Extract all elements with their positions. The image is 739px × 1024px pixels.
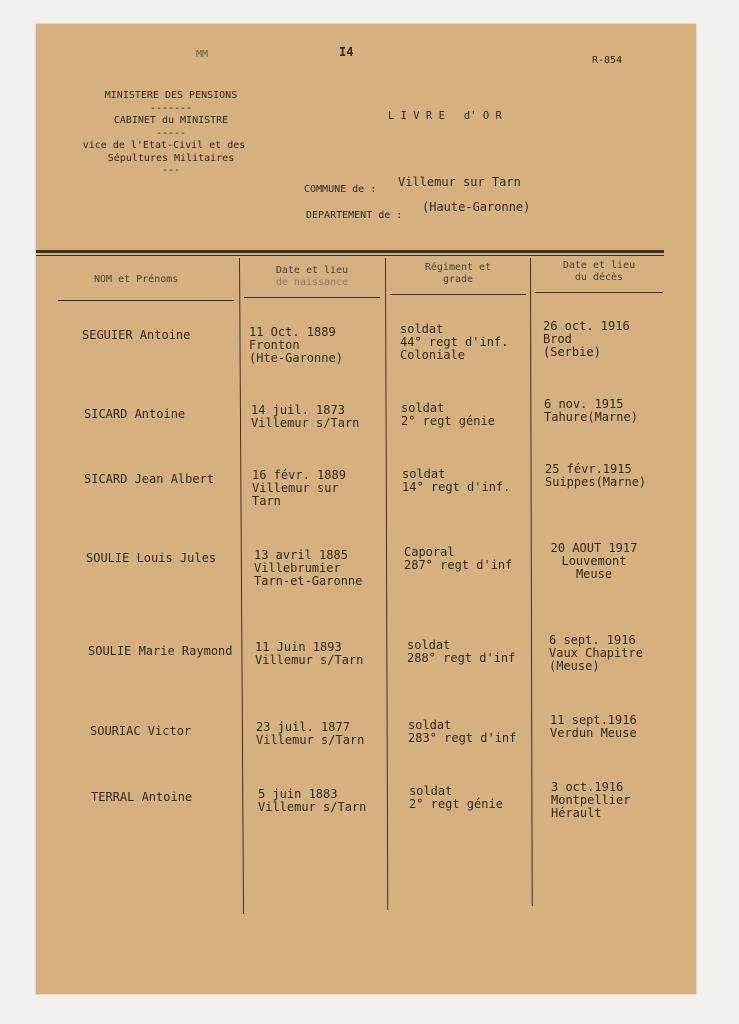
column-header-death-line1: Date et lieu (562, 260, 636, 271)
birth-place: Villebrumier (254, 561, 341, 575)
commune-value: Villemur sur Tarn (398, 175, 521, 189)
birth-place: Villemur s/Tarn (255, 653, 364, 667)
column-header-regiment-line1: Régiment et (424, 262, 492, 273)
death-place: Vaux Chapitre (549, 646, 643, 660)
row-birth (254, 549, 362, 588)
issuer-block (76, 90, 266, 178)
column-divider (385, 258, 388, 910)
birth-date: 13 avril 1885 (254, 548, 348, 562)
separator: ------- (149, 102, 193, 114)
death-date: 3 oct.1916 (551, 780, 624, 794)
death-place: Louvemont (561, 554, 627, 568)
row-birth (249, 326, 343, 365)
row-regiment (409, 785, 503, 811)
service-line-2: Sépultures Militaires (107, 152, 235, 164)
birth-place: Tarn (252, 494, 281, 508)
row-death (549, 634, 643, 673)
death-date: 25 févr.1915 (545, 462, 632, 476)
regiment: Coloniale (400, 348, 466, 362)
row-name: SOULIE Marie Raymond (88, 644, 233, 658)
row-regiment (407, 639, 515, 665)
column-header-underline (244, 297, 380, 298)
death-date: 11 sept.1916 (550, 713, 637, 727)
birth-place: Villemur sur (252, 481, 339, 495)
column-header-birth (244, 265, 380, 289)
death-place: (Serbie) (543, 345, 601, 359)
row-birth (255, 641, 363, 667)
column-header-birth-line2: de naissance (275, 277, 349, 288)
column-header-underline (535, 292, 663, 293)
row-birth (252, 469, 346, 508)
row-regiment (402, 468, 510, 494)
commune-label: COMMUNE de : (304, 184, 377, 195)
rank: soldat (402, 467, 446, 481)
reference-number: R-854 (592, 55, 623, 66)
regiment: 283° regt d'inf (408, 731, 517, 745)
rank: soldat (401, 401, 445, 415)
regiment: 14° regt d'inf. (402, 480, 511, 494)
row-regiment (408, 719, 516, 745)
row-birth (258, 788, 366, 814)
row-regiment (401, 402, 495, 428)
death-date: 20 AOUT 1917 (550, 541, 638, 555)
rank: soldat (400, 322, 444, 336)
death-place: Hérault (551, 806, 602, 820)
ministry-name: MINISTERE DES PENSIONS (104, 90, 238, 101)
column-header-regiment (390, 262, 526, 286)
header-rule-thin (36, 255, 664, 256)
regiment: 2° regt génie (409, 797, 503, 811)
death-place: Meuse (575, 567, 613, 581)
row-name: TERRAL Antoine (91, 790, 193, 804)
column-header-death-line2: du décès (574, 272, 624, 283)
row-death (532, 542, 656, 581)
rank: soldat (408, 718, 452, 732)
regiment: 288° regt d'inf (407, 651, 516, 665)
death-date: 26 oct. 1916 (543, 319, 630, 333)
death-date: 6 sept. 1916 (549, 633, 636, 647)
death-place: Tahure(Marne) (544, 410, 638, 424)
rank: soldat (409, 784, 453, 798)
birth-date: 14 juil. 1873 (251, 403, 345, 417)
column-divider (239, 258, 244, 914)
row-name: SOURIAC Victor (90, 724, 192, 738)
death-place: Verdun Meuse (550, 726, 637, 740)
row-birth (256, 721, 364, 747)
departement-label: DEPARTEMENT de : (306, 210, 403, 221)
column-header-regiment-line2: grade (442, 274, 474, 285)
birth-date: 5 juin 1883 (258, 787, 338, 801)
initials: MM (196, 49, 209, 60)
header-rule (36, 250, 664, 253)
birth-date: 11 Oct. 1889 (249, 325, 336, 339)
birth-place: Fronton (249, 338, 300, 352)
rank: soldat (407, 638, 451, 652)
cabinet-name: CABINET du MINISTRE (113, 115, 229, 126)
page-number: I4 (339, 45, 354, 59)
row-name: SICARD Jean Albert (84, 472, 215, 486)
death-place: Montpellier (551, 793, 631, 807)
row-death (545, 463, 646, 489)
row-birth (251, 404, 359, 430)
birth-place: Villemur s/Tarn (251, 416, 360, 430)
row-regiment (400, 323, 508, 362)
birth-date: 23 juil. 1877 (256, 720, 350, 734)
regiment: 2° regt génie (401, 414, 495, 428)
column-header-death (535, 260, 663, 284)
death-place: Suippes(Marne) (545, 475, 647, 489)
regiment: 44° regt d'inf. (400, 335, 509, 349)
death-place: (Meuse) (549, 659, 600, 673)
service-line-1: vice de l'Etat-Civil et des (82, 140, 246, 151)
regiment: 287° regt d'inf (404, 558, 513, 572)
document-page (36, 24, 696, 994)
departement-value: (Haute-Garonne) (422, 200, 531, 214)
birth-place: Villemur s/Tarn (258, 800, 367, 814)
row-name: SEGUIER Antoine (82, 328, 191, 342)
birth-place: (Hte-Garonne) (249, 351, 343, 365)
row-death (550, 714, 637, 740)
column-header-birth-line1: Date et lieu (275, 265, 349, 276)
row-name: SOULIE Louis Jules (86, 551, 217, 565)
column-header-name: NOM et Prénoms (94, 274, 179, 285)
birth-date: 11 Juin 1893 (255, 640, 342, 654)
separator: ----- (155, 127, 187, 139)
row-death (543, 320, 630, 359)
column-divider (530, 258, 533, 906)
row-death (551, 781, 630, 820)
column-header-underline (58, 300, 234, 301)
separator: --- (161, 165, 181, 176)
rank: Caporal (404, 545, 455, 559)
death-place: Brod (543, 332, 572, 346)
row-death (544, 398, 638, 424)
row-name: SICARD Antoine (84, 407, 186, 421)
row-regiment (404, 546, 512, 572)
livre-dor-title: L I V R E d' O R (388, 110, 502, 122)
birth-place: Tarn-et-Garonne (254, 574, 363, 588)
birth-date: 16 févr. 1889 (252, 468, 346, 482)
column-header-underline (390, 294, 526, 295)
birth-place: Villemur s/Tarn (256, 733, 365, 747)
death-date: 6 nov. 1915 (544, 397, 624, 411)
